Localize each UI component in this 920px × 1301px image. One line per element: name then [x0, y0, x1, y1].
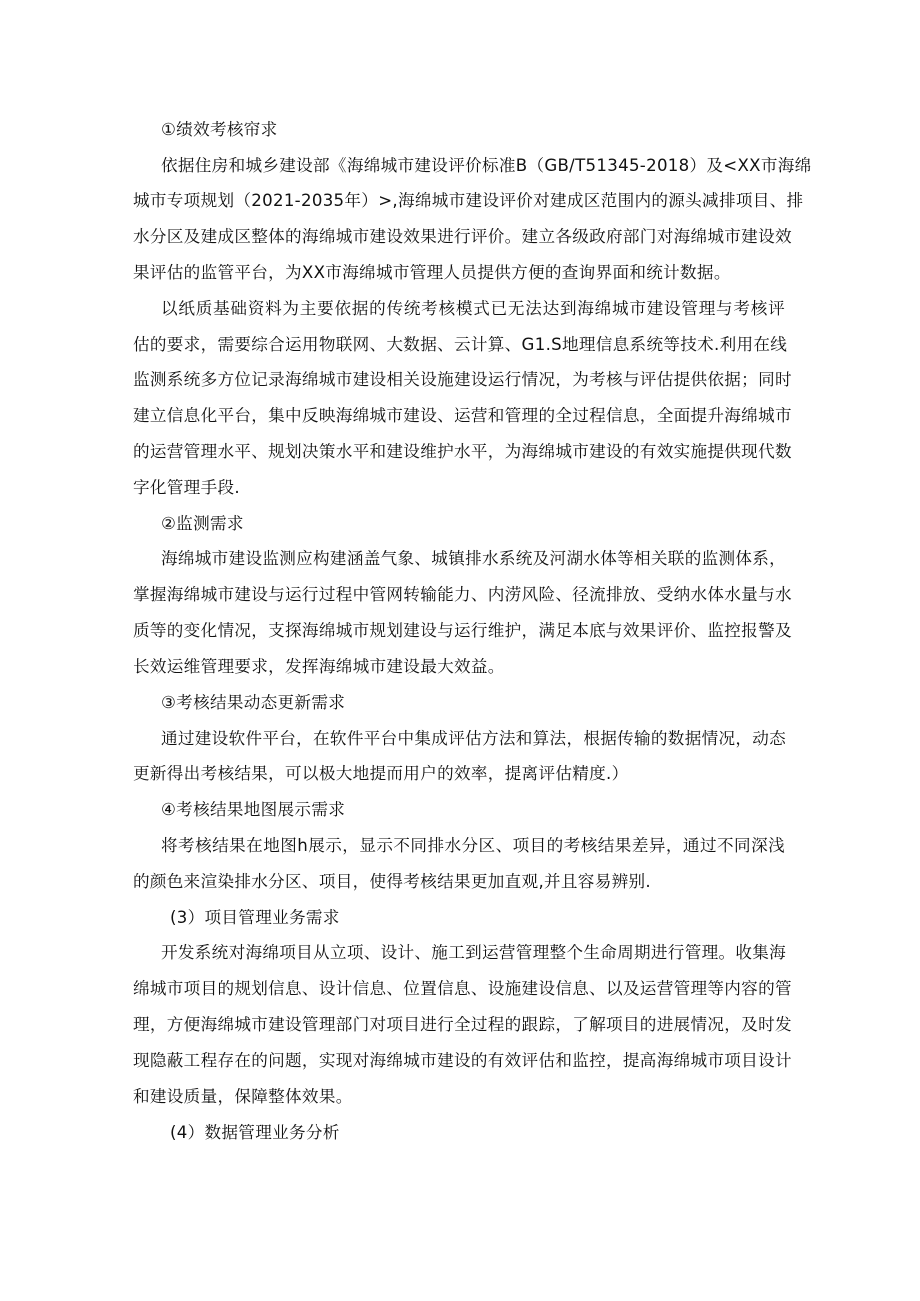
heading-project-management: (3）项目管理业务需求 [170, 908, 340, 927]
paragraph-line: 水分区及建成区整体的海绵城市建设效果进行评价。建立各级政府部门对海绵城市建设效 [133, 227, 792, 246]
paragraph-line: 长效运维管理要求，发挥海绵城市建设最大效益。 [133, 657, 505, 676]
paragraph-line: 和建设质量，保障整体效果。 [133, 1087, 353, 1106]
paragraph-line: 依据住房和城乡建设部《海绵城市建设评价标准B（GB/T51345-2018）及<XX市海绵 [161, 156, 812, 175]
paragraph-line: 字化管理手段. [133, 478, 240, 497]
paragraph-line: 掌握海绵城市建设与运行过程中管网转输能力、内涝风险、径流排放、受纳水体水量与水 [133, 585, 792, 604]
paragraph-line: 将考核结果在地图h展示，显示不同排水分区、项目的考核结果差异，通过不同深浅 [161, 836, 785, 855]
paragraph-line: 估的要求，需要综合运用物联网、大数据、云计算、G1.S地理信息系统等技术.利用在线 [133, 335, 788, 354]
paragraph-line: 通过建设软件平台，在软件平台中集成评估方法和算法，根据传输的数据情况，动态 [161, 729, 787, 748]
paragraph-line: 的运营管理水平、规划决策水平和建设维护水平，为海绵城市建设的有效实施提供现代数 [133, 442, 792, 461]
paragraph-line: 果评估的监管平台，为XX市海绵城市管理人员提供方便的查询界面和统计数据。 [133, 263, 731, 282]
paragraph-line: 绵城市项目的规划信息、设计信息、位置信息、设施建设信息、以及运营管理等内容的管 [133, 979, 792, 998]
paragraph-line: 城市专项规划（2021-2035年）>,海绵城市建设评价对建成区范围内的源头减排项目、排 [133, 191, 804, 210]
heading-map-display: ④考核结果地图展示需求 [161, 800, 346, 819]
paragraph-line: 监测系统多方位记录海绵城市建设相关设施建设运行情况，为考核与评估提供依据；同时 [133, 370, 792, 389]
paragraph-line: 开发系统对海绵项目从立项、设计、施工到运营管理整个生命周期进行管理。收集海 [161, 943, 787, 962]
paragraph-line: 的颜色来渲染排水分区、项目，使得考核结果更加直观,并且容易辨别. [133, 872, 651, 891]
paragraph-line: 以纸质基础资料为主要依据的传统考核模式已无法达到海绵城市建设管理与考核评 [161, 299, 785, 318]
paragraph-line: 海绵城市建设监测应构建涵盖气象、城镇排水系统及河湖水体等相关联的监测体系， [161, 549, 787, 568]
heading-monitoring: ②监测需求 [161, 514, 244, 533]
heading-dynamic-update: ③考核结果动态更新需求 [161, 693, 346, 712]
paragraph-line: 更新得出考核结果，可以极大地提而用户的效率，提离评估精度.） [133, 764, 629, 783]
heading-data-management: (4）数据管理业务分析 [170, 1123, 340, 1142]
heading-performance-assessment: ①绩效考核帘求 [161, 120, 278, 139]
paragraph-line: 质等的变化情况，支探海绵城市规划建设与运行维护，满足本底与效果评价、监控报警及 [133, 621, 792, 640]
paragraph-line: 建立信息化平台，集中反映海绵城市建设、运营和管理的全过程信息，全面提升海绵城市 [133, 406, 792, 425]
paragraph-line: 现隐蔽工程存在的问题，实现对海绵城市建设的有效评估和监控，提高海绵城市项目设计 [133, 1051, 792, 1070]
paragraph-line: 理，方便海绵城市建设管理部门对项目进行全过程的跟踪，了解项目的进展情况，及时发 [133, 1015, 792, 1034]
